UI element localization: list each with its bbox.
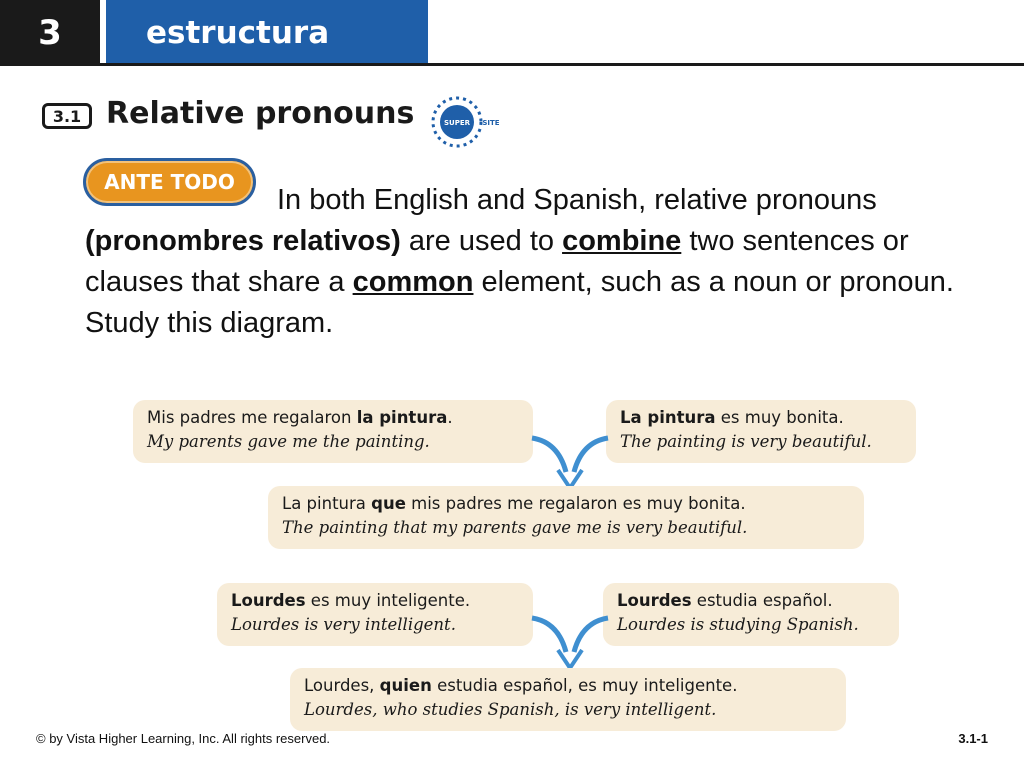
example-a-left-box bbox=[133, 400, 533, 463]
chapter-number: 3 bbox=[0, 0, 100, 66]
intro-underline-common: common bbox=[352, 266, 474, 298]
section-number-badge: 3.1 bbox=[42, 103, 92, 129]
merge-arrow-b-icon bbox=[528, 612, 612, 670]
merge-arrow-a-icon bbox=[528, 432, 612, 490]
intro-text-2: are used to bbox=[400, 225, 563, 257]
example-b-result-spanish: Lourdes, quien estudia español, es muy inteligente. bbox=[304, 676, 738, 695]
example-a-left-english: My parents gave me the painting. bbox=[147, 432, 430, 451]
ante-todo-badge: ANTE TODO bbox=[83, 158, 256, 206]
example-a-result-box bbox=[268, 486, 864, 549]
intro-text-3: two sentences or clauses that share a bbox=[85, 225, 909, 298]
example-a-right-english: The painting is very beautiful. bbox=[620, 432, 872, 451]
example-b-left-box bbox=[217, 583, 533, 646]
intro-bold-term: (pronombres relativos) bbox=[85, 225, 401, 257]
header-divider bbox=[0, 63, 1024, 66]
intro-text-4: element, such as a noun or pronoun. Study this diagram. bbox=[85, 266, 954, 339]
intro-text-1: In both English and Spanish, relative pronouns bbox=[277, 184, 877, 216]
example-a-right-spanish: La pintura es muy bonita. bbox=[620, 408, 844, 427]
intro-underline-combine: combine bbox=[562, 225, 682, 257]
example-b-result-box bbox=[290, 668, 846, 731]
example-a-right-box bbox=[606, 400, 916, 463]
example-b-right-box bbox=[603, 583, 899, 646]
intro-paragraph bbox=[85, 180, 955, 344]
example-b-right-english: Lourdes is studying Spanish. bbox=[617, 615, 859, 634]
supersite-label-site: SITE bbox=[482, 119, 500, 127]
supersite-icon[interactable] bbox=[427, 92, 507, 152]
example-b-left-spanish: Lourdes es muy inteligente. bbox=[231, 591, 471, 610]
supersite-label: SUPER bbox=[443, 119, 471, 127]
example-a-left-spanish: Mis padres me regalaron la pintura. bbox=[147, 408, 453, 427]
copyright-text: © by Vista Higher Learning, Inc. All rights reserved. bbox=[36, 731, 331, 746]
example-b-left-english: Lourdes is very intelligent. bbox=[231, 615, 456, 634]
example-a-result-english: The painting that my parents gave me is very beautiful. bbox=[282, 518, 748, 537]
section-title: Relative pronouns bbox=[106, 96, 415, 131]
example-b-right-spanish: Lourdes estudia español. bbox=[617, 591, 833, 610]
chapter-title: estructura bbox=[106, 0, 428, 66]
example-b-result-english: Lourdes, who studies Spanish, is very intelligent. bbox=[304, 700, 717, 719]
slide-number: 3.1-1 bbox=[958, 731, 988, 746]
example-a-result-spanish: La pintura que mis padres me regalaron es muy bonita. bbox=[282, 494, 746, 513]
